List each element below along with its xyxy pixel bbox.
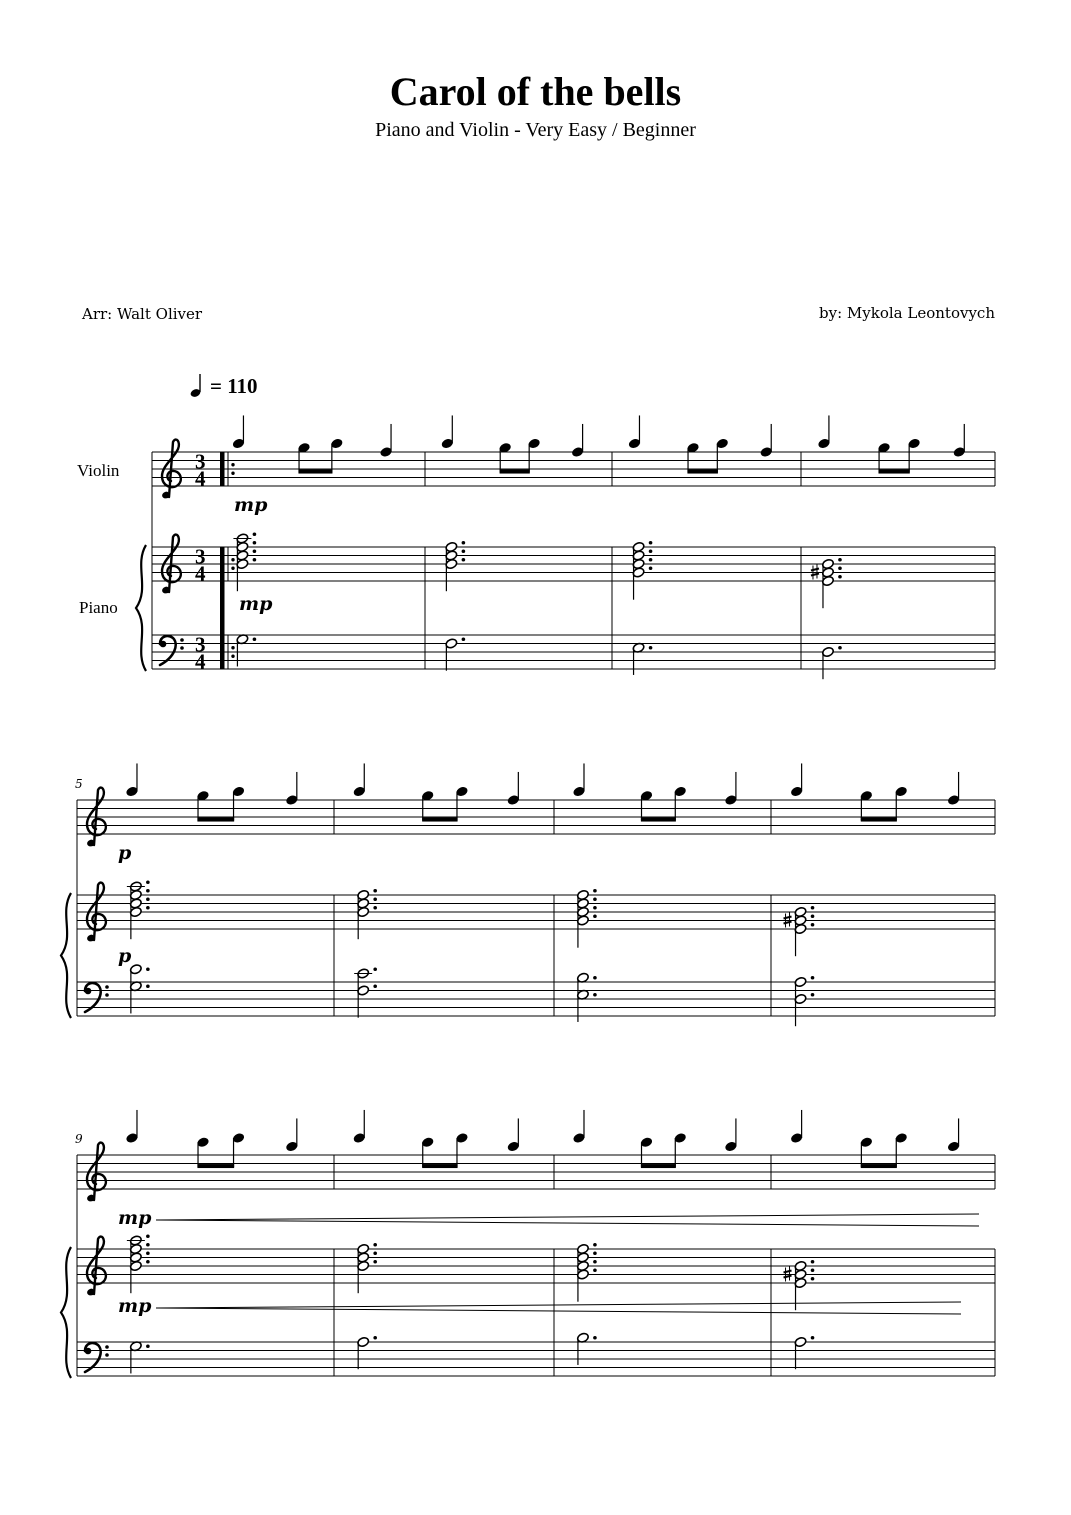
bass-clef-head [160, 641, 167, 648]
violin-dynamic-marking: p [118, 842, 132, 864]
augmentation-dot [593, 889, 597, 893]
augmentation-dot [462, 549, 466, 553]
instrument-label-piano: Piano [79, 598, 118, 617]
bass-clef-dot [105, 1345, 109, 1349]
augmentation-dot [146, 967, 150, 971]
sharp-stroke [784, 922, 792, 924]
piano-dynamic-marking: mp [118, 1295, 152, 1317]
sharp-stroke [811, 574, 819, 576]
augmentation-dot [649, 646, 653, 650]
repeat-dot [231, 463, 234, 466]
augmentation-dot [838, 566, 842, 570]
piano-brace [61, 1247, 71, 1378]
crescendo-hairpin-line [156, 1302, 961, 1308]
treble-clef-body [162, 535, 181, 592]
piano-dynamic-marking: mp [239, 593, 273, 615]
augmentation-dot [649, 558, 653, 562]
crescendo-hairpin-line [156, 1220, 979, 1226]
augmentation-dot [811, 1277, 815, 1281]
time-signature-bottom: 4 [195, 561, 206, 586]
repeat-dot [231, 558, 234, 561]
piano-bass-staff [152, 632, 995, 669]
violin-staff [77, 800, 995, 834]
time-signature-top: 3 [195, 449, 206, 474]
treble-clef-body [87, 1143, 106, 1200]
augmentation-dot [146, 1344, 150, 1348]
sharp-stroke [784, 1276, 792, 1278]
time-signature-bottom: 4 [195, 466, 206, 491]
bass-clef-head [85, 988, 92, 995]
bass-clef-dot [105, 1353, 109, 1357]
treble-clef-body [87, 883, 106, 940]
eighth-beam [861, 818, 897, 822]
piano-repeat-connector [220, 547, 225, 669]
augmentation-dot [811, 923, 815, 927]
augmentation-dot [838, 646, 842, 650]
augmentation-dot [373, 906, 377, 910]
piano-brace [61, 893, 71, 1018]
score-title: Carol of the bells [389, 69, 682, 114]
augmentation-dot [811, 1336, 815, 1340]
sharp-stroke [784, 1271, 792, 1273]
augmentation-dot [146, 984, 150, 988]
measure-number: 5 [75, 777, 83, 791]
repeat-dot [231, 472, 234, 475]
augmentation-dot [373, 1243, 377, 1247]
augmentation-dot [593, 1336, 597, 1340]
augmentation-dot [838, 558, 842, 562]
augmentation-dot [146, 880, 150, 884]
augmentation-dot [373, 984, 377, 988]
augmentation-dot [811, 993, 815, 997]
time-signature-top: 3 [195, 632, 206, 657]
eighth-beam [641, 1164, 676, 1168]
eighth-beam [861, 1164, 897, 1168]
eighth-beam [197, 818, 234, 822]
piano-treble-staff [77, 895, 995, 929]
score-subtitle: Piano and Violin - Very Easy / Beginner [375, 119, 696, 141]
augmentation-dot [462, 637, 466, 641]
repeat-dot [231, 567, 234, 570]
violin-dynamic-marking: mp [118, 1207, 152, 1229]
bass-clef-dot [105, 985, 109, 989]
augmentation-dot [146, 906, 150, 910]
violin-dynamic-marking: mp [234, 494, 268, 516]
eighth-beam [878, 470, 909, 474]
arranger-credit: Arr: Walt Oliver [82, 305, 203, 323]
augmentation-dot [593, 993, 597, 997]
augmentation-dot [253, 637, 257, 641]
augmentation-dot [146, 897, 150, 901]
sharp-stroke [811, 569, 819, 571]
augmentation-dot [373, 1260, 377, 1264]
piano-bass-staff [77, 982, 995, 1016]
augmentation-dot [593, 1268, 597, 1272]
augmentation-dot [649, 549, 653, 553]
crescendo-hairpin-line [156, 1214, 979, 1220]
augmentation-dot [811, 914, 815, 918]
eighth-beam [298, 470, 332, 474]
augmentation-dot [593, 1243, 597, 1247]
augmentation-dot [146, 1234, 150, 1238]
eighth-beam [422, 818, 457, 822]
augmentation-dot [253, 541, 257, 545]
augmentation-dot [146, 1260, 150, 1264]
augmentation-dot [253, 549, 257, 553]
repeat-dot [231, 646, 234, 649]
piano-dynamic-marking: p [118, 945, 132, 967]
augmentation-dot [811, 1260, 815, 1264]
augmentation-dot [649, 541, 653, 545]
piano-bass-staff [77, 1342, 995, 1376]
violin-staff [152, 449, 995, 486]
tempo-value: = 110 [210, 373, 258, 398]
piano-treble-staff [77, 1249, 995, 1283]
augmentation-dot [146, 1251, 150, 1255]
sharp-stroke [784, 917, 792, 919]
augmentation-dot [593, 976, 597, 980]
augmentation-dot [253, 532, 257, 536]
piano-treble-staff [152, 544, 995, 581]
eighth-beam [687, 470, 717, 474]
instrument-label-violin: Violin [77, 461, 120, 480]
treble-clef-body [87, 788, 106, 845]
treble-clef-body [87, 1237, 106, 1294]
augmentation-dot [811, 1268, 815, 1272]
augmentation-dot [649, 566, 653, 570]
augmentation-dot [373, 897, 377, 901]
augmentation-dot [593, 906, 597, 910]
augmentation-dot [373, 1336, 377, 1340]
violin-repeat-start [220, 452, 225, 486]
treble-clef-body [162, 440, 181, 497]
augmentation-dot [373, 889, 377, 893]
augmentation-dot [593, 1251, 597, 1255]
violin-staff [77, 1155, 995, 1189]
augmentation-dot [811, 906, 815, 910]
augmentation-dot [146, 889, 150, 893]
piano-brace [136, 545, 146, 671]
augmentation-dot [373, 967, 377, 971]
measure-number: 9 [75, 1132, 83, 1146]
eighth-beam [197, 1164, 234, 1168]
augmentation-dot [593, 914, 597, 918]
repeat-dot [231, 655, 234, 658]
augmentation-dot [811, 976, 815, 980]
augmentation-dot [593, 897, 597, 901]
bass-clef-dot [105, 993, 109, 997]
eighth-beam [500, 470, 530, 474]
augmentation-dot [253, 558, 257, 562]
augmentation-dot [462, 558, 466, 562]
augmentation-dot [373, 1251, 377, 1255]
augmentation-dot [146, 1243, 150, 1247]
bass-clef-dot [180, 646, 184, 650]
time-signature-top: 3 [195, 544, 206, 569]
eighth-beam [641, 818, 676, 822]
augmentation-dot [462, 541, 466, 545]
augmentation-dot [593, 1260, 597, 1264]
eighth-beam [422, 1164, 457, 1168]
composer-credit: by: Mykola Leontovych [819, 304, 995, 322]
bass-clef-head [85, 1348, 92, 1355]
augmentation-dot [838, 575, 842, 579]
time-signature-bottom: 4 [195, 649, 206, 674]
bass-clef-dot [180, 638, 184, 642]
crescendo-hairpin-line [156, 1308, 961, 1314]
